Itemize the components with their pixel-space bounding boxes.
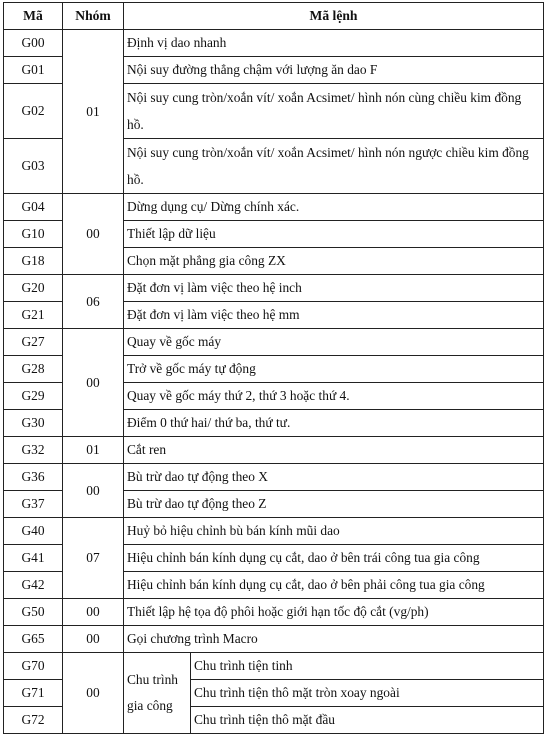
code-cell: G30 [4, 410, 63, 437]
group-cell: 01 [63, 30, 124, 194]
code-cell: G29 [4, 383, 63, 410]
desc-cell: Bù trừ dao tự động theo Z [124, 491, 544, 518]
table-row [4, 464, 544, 491]
table-row [4, 653, 544, 680]
table-row [4, 194, 544, 221]
code-cell: G27 [4, 329, 63, 356]
table-row [4, 599, 544, 626]
desc-cell: Huỷ bỏ hiệu chỉnh bù bán kính mũi dao [124, 518, 544, 545]
header-code: Mã [4, 3, 63, 30]
desc-cell: Chu trình tiện thô mặt đầu [191, 707, 544, 734]
code-cell: G03 [4, 139, 63, 194]
header-command: Mã lệnh [124, 3, 544, 30]
table-row [4, 30, 544, 57]
group-cell: 06 [63, 275, 124, 329]
group-cell: 01 [63, 437, 124, 464]
desc-cell: Quay về gốc máy [124, 329, 544, 356]
code-cell: G42 [4, 572, 63, 599]
code-cell: G10 [4, 221, 63, 248]
code-cell: G41 [4, 545, 63, 572]
desc-cell: Cắt ren [124, 437, 544, 464]
desc-cell: Trở về gốc máy tự động [124, 356, 544, 383]
header-row [4, 3, 544, 30]
desc-cell: Hiệu chỉnh bán kính dụng cụ cắt, dao ở bên phải công tua gia công [124, 572, 544, 599]
cycle-label-cell: Chu trình gia công [124, 653, 191, 734]
code-cell: G32 [4, 437, 63, 464]
group-cell: 00 [63, 653, 124, 734]
code-cell: G70 [4, 653, 63, 680]
table-row [4, 329, 544, 356]
desc-cell: Gọi chương trình Macro [124, 626, 544, 653]
code-cell: G50 [4, 599, 63, 626]
desc-cell: Chọn mặt phẳng gia công ZX [124, 248, 544, 275]
code-cell: G00 [4, 30, 63, 57]
code-cell: G72 [4, 707, 63, 734]
desc-cell: Điểm 0 thứ hai/ thứ ba, thứ tư. [124, 410, 544, 437]
group-cell: 00 [63, 626, 124, 653]
code-cell: G18 [4, 248, 63, 275]
desc-cell: Chu trình tiện tinh [191, 653, 544, 680]
group-cell: 00 [63, 464, 124, 518]
code-cell: G65 [4, 626, 63, 653]
header-group: Nhóm [63, 3, 124, 30]
desc-cell: Dừng dụng cụ/ Dừng chính xác. [124, 194, 544, 221]
desc-cell: Bù trừ dao tự động theo X [124, 464, 544, 491]
code-cell: G20 [4, 275, 63, 302]
desc-cell: Thiết lập hệ tọa độ phôi hoặc giới hạn tốc độ cắt (vg/ph) [124, 599, 544, 626]
desc-cell: Hiệu chỉnh bán kính dụng cụ cắt, dao ở bên trái công tua gia công [124, 545, 544, 572]
desc-cell: Quay về gốc máy thứ 2, thứ 3 hoặc thứ 4. [124, 383, 544, 410]
table-row [4, 626, 544, 653]
group-cell: 07 [63, 518, 124, 599]
desc-cell: Chu trình tiện thô mặt tròn xoay ngoài [191, 680, 544, 707]
code-cell: G36 [4, 464, 63, 491]
desc-cell: Thiết lập dữ liệu [124, 221, 544, 248]
desc-cell: Đặt đơn vị làm việc theo hệ inch [124, 275, 544, 302]
code-cell: G28 [4, 356, 63, 383]
table-row [4, 275, 544, 302]
desc-cell: Nội suy đường thẳng chậm với lượng ăn dao F [124, 57, 544, 84]
group-cell: 00 [63, 329, 124, 437]
code-cell: G40 [4, 518, 63, 545]
code-cell: G71 [4, 680, 63, 707]
desc-cell: Nội suy cung tròn/xoắn vít/ xoắn Acsimet/ hình nón cùng chiều kim đồng hồ. [124, 84, 544, 139]
gcode-table [3, 2, 544, 734]
code-cell: G37 [4, 491, 63, 518]
table-row [4, 518, 544, 545]
desc-cell: Đặt đơn vị làm việc theo hệ mm [124, 302, 544, 329]
desc-cell: Nội suy cung tròn/xoắn vít/ xoắn Acsimet/ hình nón ngược chiều kim đồng hồ. [124, 139, 544, 194]
code-cell: G21 [4, 302, 63, 329]
code-cell: G04 [4, 194, 63, 221]
desc-cell: Định vị dao nhanh [124, 30, 544, 57]
code-cell: G02 [4, 84, 63, 139]
group-cell: 00 [63, 599, 124, 626]
code-cell: G01 [4, 57, 63, 84]
group-cell: 00 [63, 194, 124, 275]
table-row [4, 437, 544, 464]
